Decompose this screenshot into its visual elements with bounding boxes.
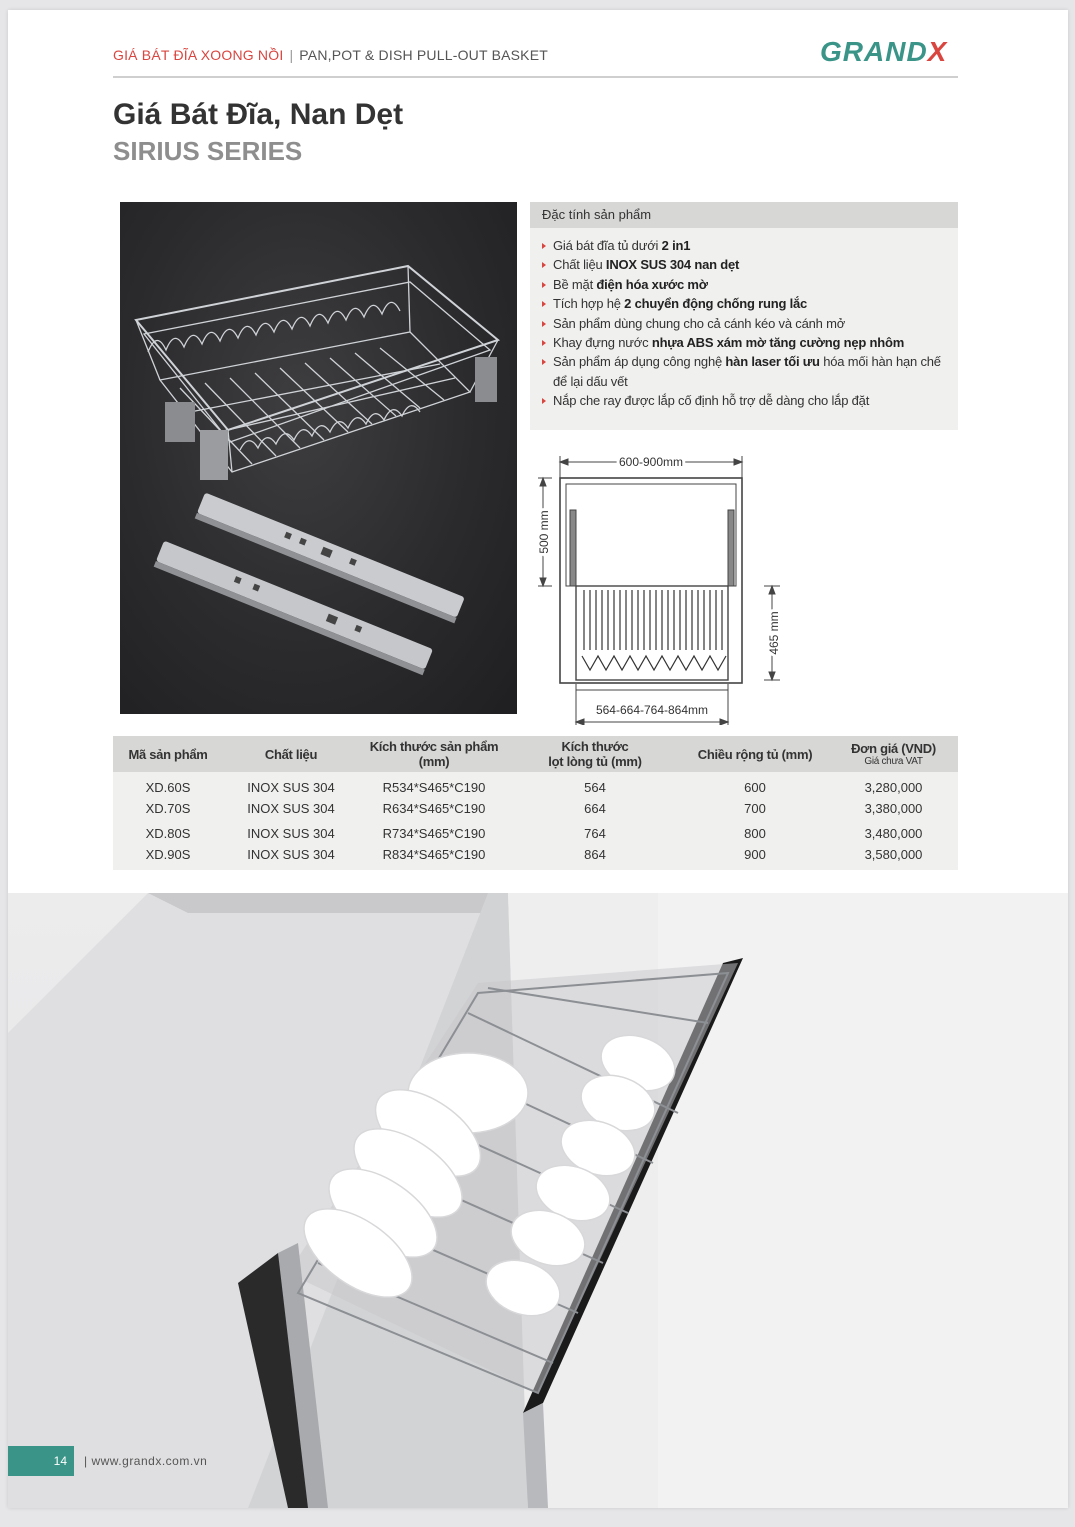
dimension-diagram: [530, 440, 790, 725]
cell-size: R634*S465*C190: [382, 801, 486, 817]
header-divider: [113, 76, 958, 78]
cell-material: INOX SUS 304: [247, 779, 335, 795]
cell-code: XD.80S: [145, 825, 191, 841]
feature-item: Giá bát đĩa tủ dưới 2 in1: [542, 236, 948, 255]
diagram-height-label: 500 mm: [537, 510, 551, 554]
logo-x: X: [927, 36, 948, 67]
header-separator: |: [289, 47, 294, 63]
kitchen-photo: [8, 893, 1068, 1508]
cell-inner: 764: [584, 825, 606, 841]
page-number: 14: [8, 1446, 74, 1476]
col-cabinet: Chiều rộng tủ (mm): [681, 736, 829, 772]
cell-cabinet: 900: [744, 847, 766, 863]
cell-cabinet: 700: [744, 801, 766, 817]
basket-illustration: [120, 202, 517, 714]
footer-separator: |: [84, 1454, 88, 1468]
diagram-drawing: [530, 440, 790, 725]
page-title: Giá Bát Đĩa, Nan Dẹt: [113, 98, 404, 131]
cell-material: INOX SUS 304: [247, 825, 335, 841]
cell-inner: 564: [584, 779, 606, 795]
col-size: Kích thước sản phẩm (mm): [359, 736, 509, 772]
cell-cabinet: 800: [744, 825, 766, 841]
diagram-inner-label: 564-664-764-864mm: [595, 703, 709, 717]
table-header-row: [113, 736, 958, 772]
logo-text: GRAND: [820, 36, 928, 67]
col-material: Chất liệu: [223, 736, 359, 772]
features-panel: [530, 202, 958, 430]
category-en: PAN,POT & DISH PULL-OUT BASKET: [299, 47, 549, 63]
website-line: [84, 1454, 207, 1468]
table-row: [113, 846, 958, 871]
cell-material: INOX SUS 304: [247, 847, 335, 863]
website-link[interactable]: www.grandx.com.vn: [91, 1454, 208, 1468]
col-inner: Kích thước lọt lòng tủ (mm): [509, 736, 681, 772]
cell-code: XD.60S: [145, 779, 191, 795]
cell-inner: 864: [584, 847, 606, 863]
table-row: [113, 821, 958, 846]
feature-item: Bề mặt điện hóa xước mờ: [542, 275, 948, 294]
features-heading: Đặc tính sản phẩm: [530, 202, 958, 228]
product-photo: [120, 202, 517, 714]
cell-size: R834*S465*C190: [382, 847, 486, 863]
feature-item: Tích hợp hệ 2 chuyển động chống rung lắc: [542, 294, 948, 313]
cell-price: 3,480,000: [864, 825, 923, 841]
cell-material: INOX SUS 304: [247, 801, 335, 817]
feature-item: Nắp che ray được lắp cố định hỗ trợ dễ dàng cho lắp đặt: [542, 391, 948, 410]
cell-price: 3,580,000: [864, 847, 923, 863]
brand-logo: [820, 36, 947, 68]
diagram-width-label: 600-900mm: [618, 455, 684, 469]
features-list: [530, 228, 958, 411]
diagram-depth-label: 465 mm: [767, 611, 781, 655]
cell-code: XD.70S: [145, 801, 191, 817]
cell-price: 3,380,000: [864, 801, 923, 817]
col-code: Mã sản phẩm: [113, 736, 223, 772]
table-row: [113, 772, 958, 797]
feature-item: Chất liệu INOX SUS 304 nan dẹt: [542, 255, 948, 274]
cell-inner: 664: [584, 801, 606, 817]
feature-item: Khay đựng nước nhựa ABS xám mờ tăng cường nẹp nhôm: [542, 333, 948, 352]
cell-code: XD.90S: [145, 847, 191, 863]
cell-size: R534*S465*C190: [382, 779, 486, 795]
feature-item: Sản phẩm áp dụng công nghệ hàn laser tối ưu hóa mối hàn hạn chế để lại dấu vết: [542, 352, 948, 391]
series-subtitle: SIRIUS SERIES: [113, 136, 303, 166]
category-header: [113, 47, 548, 63]
category-vn: GIÁ BÁT ĐĨA XOONG NỒI: [113, 47, 284, 63]
col-price: Đơn giá (VND) Giá chưa VAT: [829, 736, 958, 772]
cell-size: R734*S465*C190: [382, 825, 486, 841]
drawer-illustration: [8, 893, 1068, 1508]
table-row: [113, 797, 958, 822]
spec-table: [113, 736, 958, 870]
catalog-page: [8, 10, 1068, 1508]
cell-cabinet: 600: [744, 779, 766, 795]
feature-item: Sản phẩm dùng chung cho cả cánh kéo và cánh mở: [542, 314, 948, 333]
cell-price: 3,280,000: [864, 779, 923, 795]
